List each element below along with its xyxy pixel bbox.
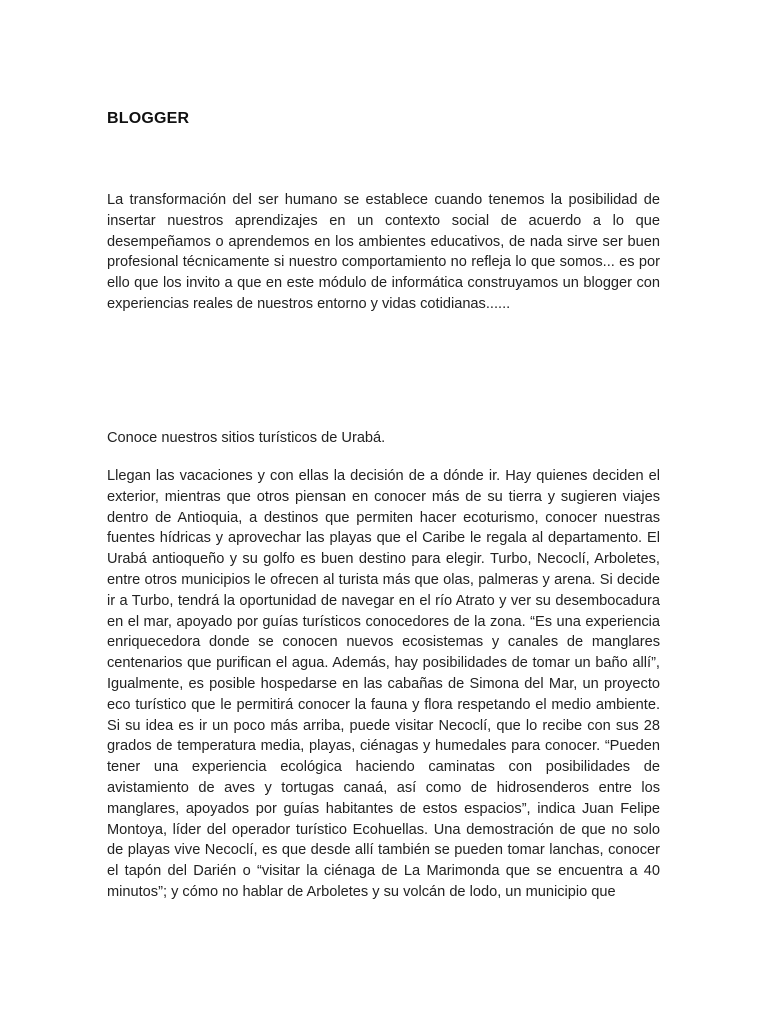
section-heading: Conoce nuestros sitios turísticos de Urabá. bbox=[107, 430, 386, 446]
intro-paragraph: La transformación del ser humano se establece cuando tenemos la posibilidad de insertar nuestros aprendizajes en un contexto social de acuerdo a lo que desempeñamos o aprendemos en los ambientes educativos, de nada sirve ser buen profesional técnicamente si nuestro comportamiento no refleja lo que somos... es por ello que los invito a que en este módulo de informática construyamos un blogger con experiencias reales de nuestros entorno y vidas cotidianas...... bbox=[107, 192, 660, 312]
document-title: BLOGGER bbox=[107, 110, 190, 127]
body-paragraph: Llegan las vacaciones y con ellas la decisión de a dónde ir. Hay quienes deciden el exterior, mientras que otros piensan en conocer más de su tierra y sugieren viajes dentro de Antioquia, a destinos que permiten hacer ecoturismo, conocer nuestras fuentes hídricas y aprovechar las playas que el Caribe le regala al departamento. El Urabá antioqueño y su golfo es buen destino para elegir. Turbo, Necoclí, Arboletes, entre otros municipios le ofrecen al turista más que olas, palmeras y arena. Si decide ir a Turbo, tendrá la oportunidad de navegar en el río Atrato y ver su desembocadura en el mar, apoyado por guías turísticos conocedores de la zona. “Es una experiencia enriquecedora donde se conocen nuevos ecosistemas y canales de manglares centenarios que purifican el agua. Además, hay posibilidades de tomar un baño allí”, Igualmente, es posible hospedarse en las cabañas de Simona del Mar, un proyecto eco turístico que le permitirá conocer la fauna y flora respetando el medio ambiente. Si su idea es ir un poco más arriba, puede visitar Necoclí, que lo recibe con sus 28 grados de temperatura media, playas, ciénagas y humedales para conocer. “Pueden tener una experiencia ecológica haciendo caminatas con posibilidades de avistamiento de aves y tortugas canaá, así como de hidrosenderos entre los manglares, apoyados por guías habitantes de estos espacios”, indica Juan Felipe Montoya, líder del operador turístico Ecohuellas. Una demostración de que no solo de playas vive Necoclí, es que desde allí también se pueden tomar lanchas, conocer el tapón del Darién o “visitar la ciénaga de La Marimonda que se encuentra a 40 minutos”; y cómo no hablar de Arboletes y su volcán de lodo, un municipio que bbox=[107, 468, 660, 900]
